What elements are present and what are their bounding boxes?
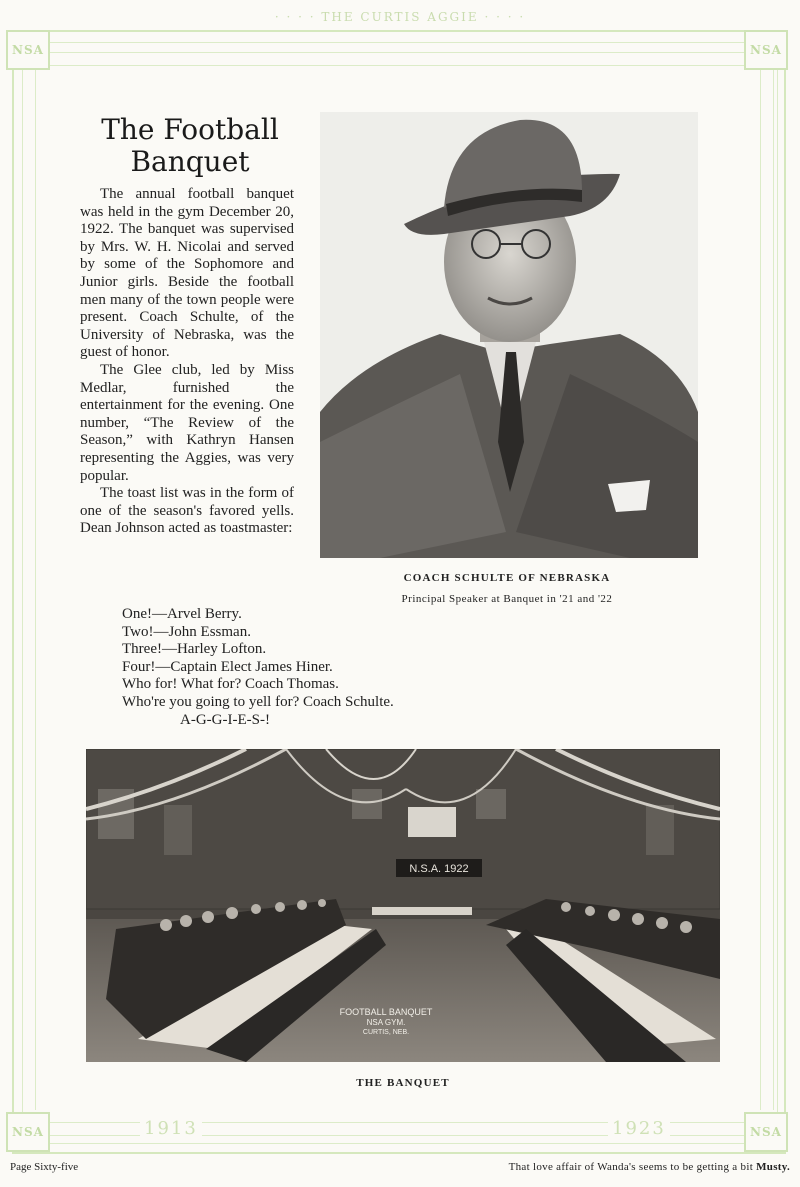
article-paragraph: The Glee club, led by Miss Medlar, furnished the entertainment for the evening. One number, “The Review of the Season,” with Kathryn Hansen representing the Aggies, was very popular.: [80, 361, 294, 484]
toast-line: Who're you going to yell for? Coach Schulte.: [122, 693, 394, 710]
frame-bar-right: [760, 70, 774, 1110]
banquet-photo: [86, 749, 720, 1062]
toast-list: [122, 606, 482, 729]
footer-quip: [398, 1161, 790, 1173]
frame-bar-top: [48, 52, 752, 66]
corner-seal-top-right: NSA: [744, 30, 788, 70]
corner-seal-bottom-left: NSA: [6, 1112, 50, 1152]
toast-line: Two!—John Essman.: [122, 623, 251, 640]
frame-year-left: 1913: [140, 1118, 202, 1139]
banquet-illustration: [86, 749, 720, 1062]
running-head: · · · · THE CURTIS AGGIE · · · ·: [274, 10, 526, 24]
banner-text: N.S.A. 1922: [409, 863, 469, 875]
footer-quip-emphasis: Musty.: [756, 1161, 790, 1173]
article-body: [80, 186, 294, 538]
frame-bar-left: [22, 70, 36, 1110]
toast-line: Three!—Harley Lofton.: [122, 641, 267, 658]
photo-inscription-line-1: FOOTBALL BANQUET: [339, 1007, 433, 1017]
frame-year-right: 1923: [608, 1118, 670, 1139]
article-title: [90, 114, 290, 178]
portrait-caption-title: COACH SCHULTE OF NEBRASKA: [403, 572, 611, 584]
page-number: Page Sixty-five: [10, 1161, 79, 1173]
footer-quip-text: That love affair of Wanda's seems to be getting a bit: [508, 1161, 757, 1173]
article-title-line-1: The Football: [101, 113, 279, 146]
photo-inscription-line-3: CURTIS, NEB.: [362, 1029, 410, 1036]
toast-line: Who for! What for? Coach Thomas.: [122, 676, 339, 693]
banquet-caption: THE BANQUET: [356, 1077, 450, 1089]
article-paragraph: The toast list was in the form of one of the season's favored yells. Dean Johnson acted as toastmaster:: [80, 485, 294, 537]
portrait-caption-subtitle: Principal Speaker at Banquet in '21 and '22: [401, 593, 613, 605]
coach-portrait-photo: [320, 112, 698, 558]
photo-inscription-line-2: NSA GYM.: [366, 1018, 406, 1027]
toast-line-yell: A-G-G-I-E-S-!: [180, 711, 270, 728]
toast-line: Four!—Captain Elect James Hiner.: [122, 658, 333, 675]
toast-line: One!—Arvel Berry.: [122, 606, 242, 622]
article-paragraph: The annual football banquet was held in the gym December 20, 1922. The banquet was supervised by Mrs. W. H. Nicolai and served by some of the Sophomore and Junior girls. Beside the football men many of the town people were present. Coach Schulte, of the University of Nebraska, was the guest of honor.: [80, 186, 294, 361]
article-title-line-2: Banquet: [130, 145, 250, 178]
corner-seal-top-left: NSA: [6, 30, 50, 70]
corner-seal-bottom-right: NSA: [744, 1112, 788, 1152]
coach-portrait-illustration: [320, 112, 698, 558]
